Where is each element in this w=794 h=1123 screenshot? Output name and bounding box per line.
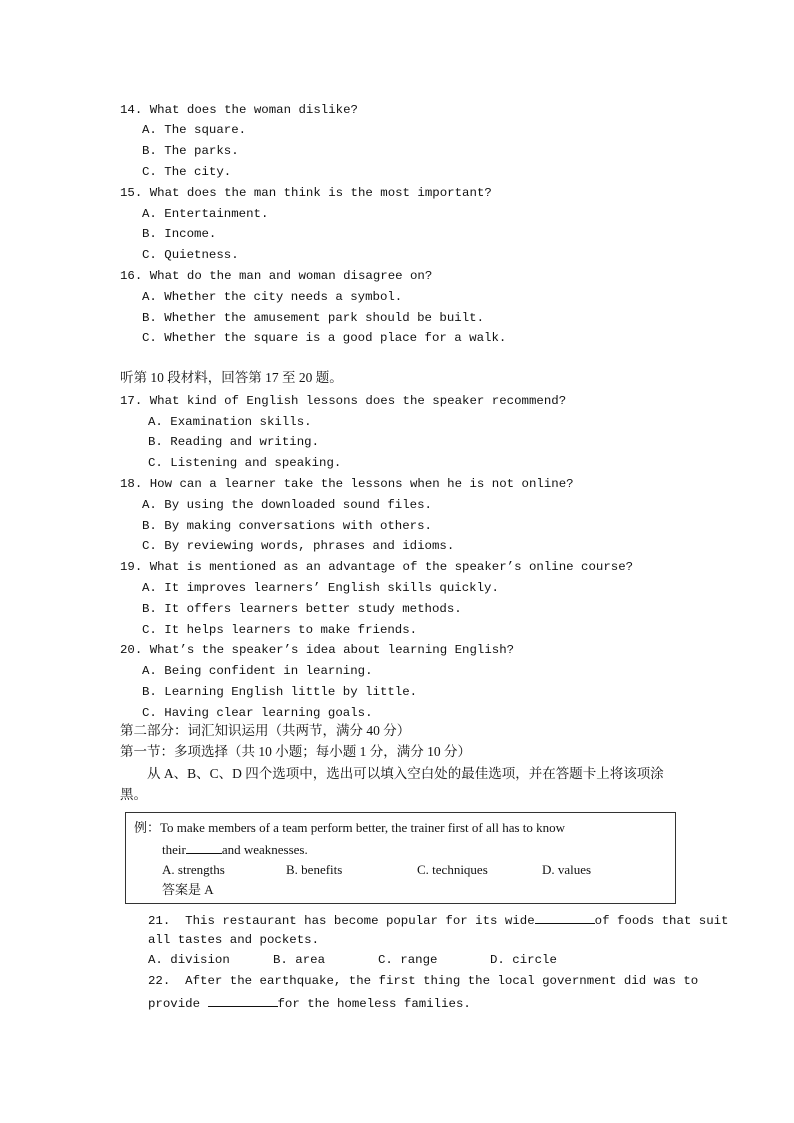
q21-option-b: B. area [273,953,326,967]
q18-stem: 18. How can a learner take the lessons when he is not online? [120,477,574,491]
q18-option-a: A. By using the downloaded sound files. [142,498,432,512]
q17-option-c: C. Listening and speaking. [148,456,342,470]
q16-option-b: B. Whether the amusement park should be built. [142,311,485,325]
q22-blank [208,994,278,1007]
example-box [125,812,676,904]
part2-title: 第二部分：词汇知识运用（共两节，满分 40 分） [120,723,411,738]
q14-option-a: A. The square. [142,123,247,137]
q14-option-c: C. The city. [142,165,232,179]
q21-stem-line2: all tastes and pockets. [148,933,320,947]
q19-option-a: A. It improves learners’ English skills quickly. [142,581,499,595]
section-10-heading: 听第 10 段材料，回答第 17 至 20 题。 [120,370,343,385]
q15-option-a: A. Entertainment. [142,207,269,221]
q20-stem: 20. What’s the speaker’s idea about learning English? [120,643,515,657]
q22-stem-line2: provide for the homeless families. [148,994,471,1012]
q16-option-a: A. Whether the city needs a symbol. [142,290,403,304]
example-option-d: D. values [542,862,592,877]
q20-option-b: B. Learning English little by little. [142,685,418,699]
q20-option-c: C. Having clear learning goals. [142,706,373,720]
q18-option-b: B. By making conversations with others. [142,519,432,533]
example-option-a: A. strengths [162,862,225,877]
instructions-line1: 从 A、B、C、D 四个选项中，选出可以填入空白处的最佳选项，并在答题卡上将该项涂 [147,766,664,781]
q19-stem: 19. What is mentioned as an advantage of the speaker’s online course? [120,560,634,574]
q21-option-c: C. range [378,953,438,967]
q19-option-b: B. It offers learners better study methods. [142,602,462,616]
section1-title: 第一节：多项选择（共 10 小题；每小题 1 分，满分 10 分） [120,744,471,759]
example-option-c: C. techniques [417,862,488,877]
q15-option-b: B. Income. [142,227,217,241]
q21-option-d: D. circle [490,953,557,967]
q21-option-a: A. division [148,953,230,967]
q18-option-c: C. By reviewing words, phrases and idioms. [142,539,455,553]
q21-blank [535,911,595,924]
q21-stem-line1: 21. This restaurant has become popular for its wide of foods that suit [148,911,729,929]
example-answer: 答案是 A [162,882,214,897]
q15-option-c: C. Quietness. [142,248,239,262]
example-blank [186,841,222,854]
q14-option-b: B. The parks. [142,144,239,158]
q17-stem: 17. What kind of English lessons does the speaker recommend? [120,394,567,408]
q22-stem-line1: 22. After the earthquake, the first thing the local government did was to [148,974,699,988]
q16-option-c: C. Whether the square is a good place for a walk. [142,331,507,345]
q14-stem: 14. What does the woman dislike? [120,103,358,117]
example-option-b: B. benefits [286,862,343,877]
example-sentence-line2: their and weaknesses. [162,842,308,857]
q17-option-a: A. Examination skills. [148,415,312,429]
q16-stem: 16. What do the man and woman disagree on? [120,269,433,283]
q15-stem: 15. What does the man think is the most important? [120,186,492,200]
q17-option-b: B. Reading and writing. [148,435,320,449]
q19-option-c: C. It helps learners to make friends. [142,623,418,637]
q20-option-a: A. Being confident in learning. [142,664,373,678]
example-sentence-line1: 例：To make members of a team perform better, the trainer first of all has to know [134,820,566,835]
instructions-line2: 黑。 [120,787,147,802]
